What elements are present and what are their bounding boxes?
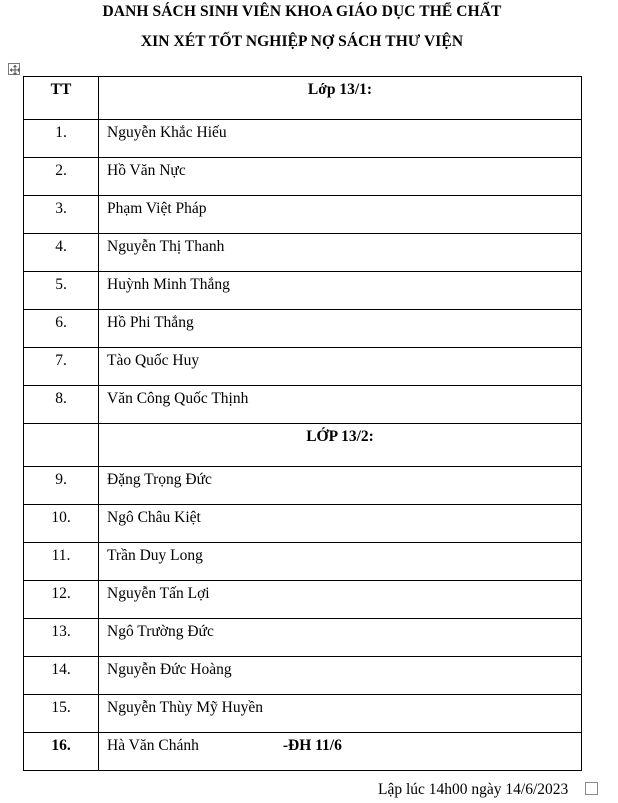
student-name-cell: [99, 657, 582, 695]
end-of-cell-marker-icon: [585, 782, 598, 795]
created-timestamp: Lập lúc 14h00 ngày 14/6/2023: [378, 781, 569, 798]
table-row: [24, 619, 582, 657]
row-number: 12.: [24, 581, 99, 619]
student-name: Phạm Việt Pháp: [107, 200, 207, 217]
student-name-cell: [99, 695, 582, 733]
student-table: [23, 76, 582, 771]
table-move-handle[interactable]: [8, 63, 20, 75]
row-number: 1.: [24, 120, 99, 158]
table-row: [24, 158, 582, 196]
class-heading-13-1: Lớp 13/1:: [99, 77, 582, 120]
table-row: [24, 467, 582, 505]
student-name: Hồ Văn Nực: [107, 162, 186, 179]
student-name-cell: [99, 348, 582, 386]
student-name-cell: [99, 505, 582, 543]
column-header-tt: TT: [24, 77, 99, 120]
student-name-cell: [99, 619, 582, 657]
table-row: [24, 120, 582, 158]
row-number: 6.: [24, 310, 99, 348]
student-name: Ngô Trường Đức: [107, 623, 214, 640]
table-row: [24, 234, 582, 272]
table-row: [24, 581, 582, 619]
student-name: Trần Duy Long: [107, 547, 203, 564]
student-name: Đặng Trọng Đức: [107, 471, 212, 488]
student-name: Hà Văn Chánh: [107, 737, 199, 754]
table-row: [24, 196, 582, 234]
graduation-note: -ĐH 11/6: [282, 737, 342, 754]
table-header-row: [24, 77, 582, 120]
student-name: Huỳnh Minh Thắng: [107, 276, 230, 293]
row-number: 14.: [24, 657, 99, 695]
row-number: 3.: [24, 196, 99, 234]
table-row: [24, 348, 582, 386]
move-cross-icon: [9, 64, 21, 76]
row-number: 7.: [24, 348, 99, 386]
table-row: [24, 505, 582, 543]
student-name-cell: [99, 234, 582, 272]
student-name-cell: [99, 196, 582, 234]
student-name-cell: [99, 272, 582, 310]
row-number: 16.: [24, 733, 99, 771]
row-number: 8.: [24, 386, 99, 424]
table-row: [24, 272, 582, 310]
table-row: [24, 386, 582, 424]
document-title-line-1: DANH SÁCH SINH VIÊN KHOA GIÁO DỤC THỂ CHẤT: [102, 3, 502, 20]
document-title-line-2: XIN XÉT TỐT NGHIỆP NỢ SÁCH THƯ VIỆN: [140, 33, 464, 50]
student-name: Nguyễn Tấn Lợi: [107, 585, 210, 602]
student-name-cell: [99, 158, 582, 196]
student-name: Nguyễn Thùy Mỹ Huyền: [107, 699, 263, 716]
table-row: [24, 543, 582, 581]
student-name: Tào Quốc Huy: [107, 352, 200, 369]
row-number: 13.: [24, 619, 99, 657]
student-name-cell: [99, 543, 582, 581]
table-row: [24, 657, 582, 695]
table-row: [24, 310, 582, 348]
row-number: 15.: [24, 695, 99, 733]
student-name-cell: [99, 467, 582, 505]
row-number: 5.: [24, 272, 99, 310]
table-row: [24, 733, 582, 771]
row-number: 11.: [24, 543, 99, 581]
row-number: 10.: [24, 505, 99, 543]
student-name: Văn Công Quốc Thịnh: [107, 390, 249, 407]
student-name-cell: [99, 581, 582, 619]
table-row: [24, 695, 582, 733]
student-name-cell: [99, 386, 582, 424]
row-number: 2.: [24, 158, 99, 196]
student-name: Nguyễn Đức Hoàng: [107, 661, 232, 678]
class-heading-row: [24, 424, 582, 467]
row-number: 9.: [24, 467, 99, 505]
empty-cell: [24, 424, 99, 467]
student-name: Nguyễn Khắc Hiếu: [107, 124, 227, 141]
student-name: Hồ Phi Thắng: [107, 314, 194, 331]
student-name: Nguyễn Thị Thanh: [107, 238, 225, 255]
student-name-cell: [99, 733, 582, 771]
student-name-cell: [99, 310, 582, 348]
student-name: Ngô Châu Kiệt: [107, 509, 201, 526]
student-name-cell: [99, 120, 582, 158]
class-heading-13-2: LỚP 13/2:: [99, 424, 582, 467]
row-number: 4.: [24, 234, 99, 272]
